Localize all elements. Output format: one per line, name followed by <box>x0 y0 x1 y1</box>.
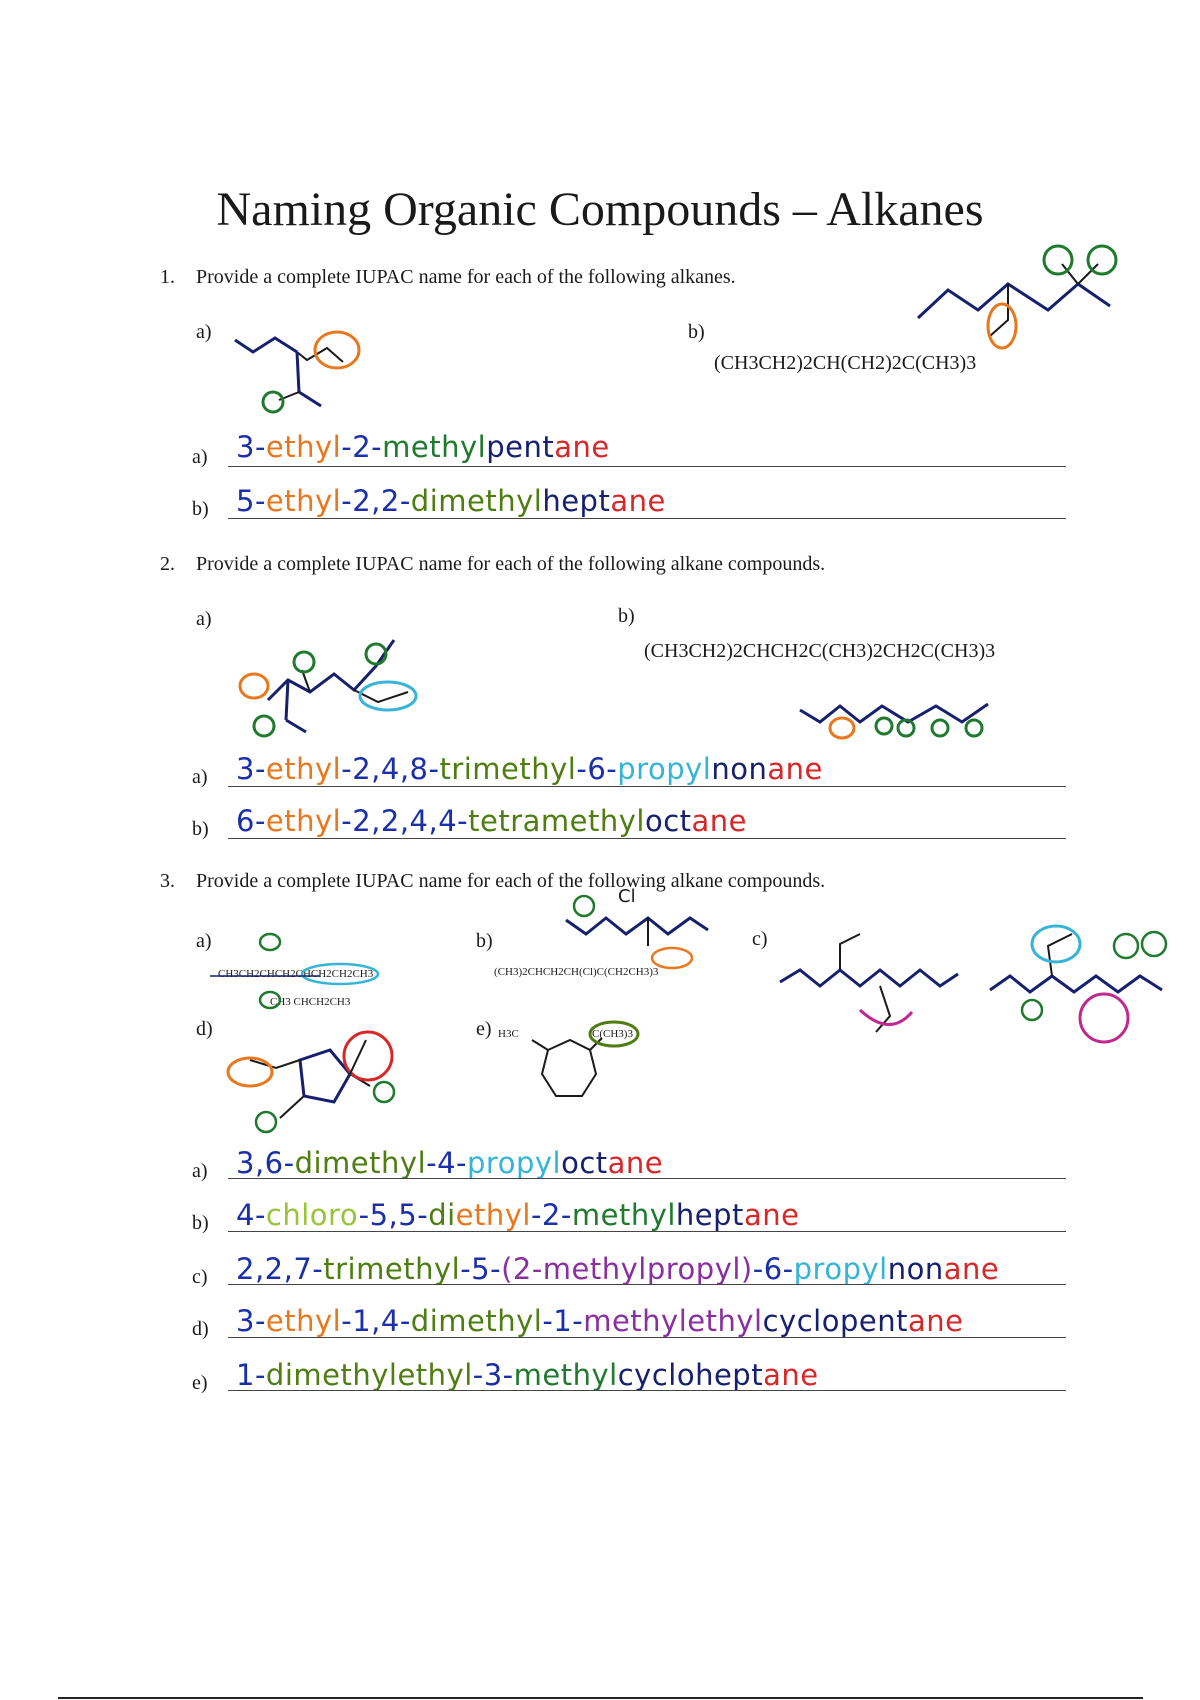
answer-segment: -5,5- <box>358 1198 429 1232</box>
q2-answer-a <box>236 752 823 786</box>
q2-part-a-label: a) <box>196 608 212 630</box>
q2b-formula: (CH3CH2)2CHCH2C(CH3)2CH2C(CH3)3 <box>644 640 996 662</box>
answer-segment: -2,4,8- <box>341 752 440 786</box>
q3d-skeletal-structure <box>220 1020 420 1140</box>
q1-answer-b-label: b) <box>192 498 209 520</box>
answer-segment: chloro <box>265 1198 359 1232</box>
answer-segment: cyclohept <box>617 1358 764 1392</box>
answer-segment: hept <box>542 484 611 518</box>
q2-answer-b-label: b) <box>192 818 209 840</box>
q3-answer-b <box>236 1198 799 1232</box>
answer-segment: ane <box>691 804 748 838</box>
answer-segment: propyl <box>467 1146 562 1180</box>
answer-segment: ethyl <box>265 752 342 786</box>
q3-part-d-label: d) <box>196 1018 213 1040</box>
q3-answer-d <box>236 1304 963 1338</box>
question-3-prompt <box>160 870 825 893</box>
q1-part-b-label: b) <box>688 321 705 343</box>
question-3-text: Provide a complete IUPAC name for each of the following alkane compounds. <box>196 870 826 892</box>
answer-line <box>228 784 1066 787</box>
q1b-formula: (CH3CH2)2CH(CH2)2C(CH3)3 <box>714 352 977 374</box>
q3-part-b-label: b) <box>476 930 493 952</box>
answer-segment: -2,2,4,4- <box>341 804 469 838</box>
answer-segment: 2,2,7- <box>236 1252 324 1286</box>
answer-line <box>228 516 1066 519</box>
q3-answer-b-label: b) <box>192 1212 209 1234</box>
q3-answer-c-label: c) <box>192 1266 208 1288</box>
answer-segment: pent <box>486 430 555 464</box>
q3-answer-e <box>236 1358 819 1392</box>
page-title: Naming Organic Compounds – Alkanes <box>216 183 984 236</box>
answer-segment: non <box>711 752 768 786</box>
answer-segment: trimethyl <box>323 1252 461 1286</box>
answer-segment: ane <box>907 1304 964 1338</box>
q3-answer-a-label: a) <box>192 1160 208 1182</box>
q3c-skeletal-structure <box>780 920 1180 1060</box>
q2-answer-b <box>236 804 747 838</box>
answer-segment: -6- <box>752 1252 794 1286</box>
answer-segment: (2-methylpropyl) <box>501 1252 753 1286</box>
q3e-skeletal-structure <box>510 1020 650 1120</box>
q3-part-e-label: e) <box>476 1018 492 1040</box>
answer-segment: dimethyl <box>294 1146 427 1180</box>
answer-segment: ane <box>763 1358 819 1392</box>
question-2-number: 2. <box>160 553 175 575</box>
answer-segment: tetramethyl <box>468 804 645 838</box>
answer-segment: hept <box>675 1198 744 1232</box>
q3-part-c-label: c) <box>752 928 768 950</box>
answer-segment: -5- <box>460 1252 502 1286</box>
q2-answer-a-label: a) <box>192 766 208 788</box>
answer-segment: ethyl <box>265 484 342 518</box>
q1a-skeletal-structure <box>225 320 375 420</box>
answer-segment: methyl <box>382 430 487 464</box>
answer-segment: ane <box>743 1198 800 1232</box>
answer-segment: ane <box>607 1146 664 1180</box>
answer-segment: di <box>428 1198 456 1232</box>
question-1-number: 1. <box>160 266 175 288</box>
question-3-number: 3. <box>160 870 175 892</box>
answer-segment: ethyl <box>265 804 342 838</box>
answer-segment: ane <box>767 752 823 786</box>
answer-line <box>228 1282 1066 1285</box>
q1-answer-b <box>236 484 666 518</box>
answer-segment: ethyl <box>265 430 342 464</box>
question-1-prompt <box>160 266 736 289</box>
answer-segment: 5- <box>236 484 266 518</box>
answer-segment: oct <box>644 804 692 838</box>
answer-line <box>228 464 1066 467</box>
answer-line <box>228 836 1066 839</box>
q1-answer-a <box>236 430 610 464</box>
answer-segment: ethyl <box>265 1304 342 1338</box>
question-2-text: Provide a complete IUPAC name for each of the following alkane compounds. <box>196 553 826 575</box>
answer-segment: ane <box>943 1252 1000 1286</box>
answer-segment: non <box>887 1252 944 1286</box>
q3a-formula-bottom: CH3 CHCH2CH3 <box>270 996 351 1008</box>
answer-segment: -1,4- <box>341 1304 411 1338</box>
question-2-prompt <box>160 553 825 576</box>
q3b-skeletal-structure <box>556 890 716 970</box>
answer-segment: -6- <box>576 752 618 786</box>
answer-segment: 3- <box>236 1304 266 1338</box>
q2a-skeletal-structure <box>238 610 418 740</box>
answer-line <box>228 1335 1066 1338</box>
answer-segment: oct <box>561 1146 608 1180</box>
answer-segment: trimethyl <box>439 752 577 786</box>
q3-answer-e-label: e) <box>192 1372 208 1394</box>
q3-part-a-label: a) <box>196 930 212 952</box>
q2-part-b-label: b) <box>618 605 635 627</box>
answer-segment: propyl <box>793 1252 888 1286</box>
q2b-skeletal-structure <box>790 682 1000 742</box>
answer-segment: -2- <box>341 430 383 464</box>
answer-segment: 3- <box>236 752 266 786</box>
answer-segment: ane <box>610 484 666 518</box>
answer-segment: methyl <box>513 1358 618 1392</box>
q1-part-a-label: a) <box>196 321 212 343</box>
answer-segment: ethyl <box>455 1198 531 1232</box>
answer-segment: propyl <box>617 752 712 786</box>
q3b-chloro-label: Cl <box>618 886 636 907</box>
answer-segment: -4- <box>426 1146 468 1180</box>
q3a-annotations <box>210 930 390 1010</box>
answer-segment: 4- <box>236 1198 266 1232</box>
answer-segment: -1- <box>542 1304 584 1338</box>
answer-line <box>228 1176 1066 1179</box>
answer-segment: 3,6- <box>236 1146 295 1180</box>
answer-segment: ane <box>554 430 610 464</box>
answer-segment: -2- <box>530 1198 572 1232</box>
q3-answer-c <box>236 1252 999 1286</box>
q1b-skeletal-structure <box>898 240 1138 350</box>
answer-segment: 3- <box>236 430 266 464</box>
q3b-formula: (CH3)2CHCH2CH(Cl)C(CH2CH3)3 <box>494 966 659 978</box>
answer-segment: -2,2- <box>341 484 411 518</box>
q1-answer-a-label: a) <box>192 446 208 468</box>
answer-segment: dimethyl <box>410 1304 543 1338</box>
q3a-formula-top: CH3CH2CHCH2CHCH2CH2CH3 <box>218 968 374 980</box>
answer-segment: 1- <box>236 1358 266 1392</box>
answer-segment: methyl <box>571 1198 676 1232</box>
footer-rule <box>58 1697 1143 1699</box>
answer-segment: 6- <box>236 804 266 838</box>
answer-segment: methylethyl <box>583 1304 763 1338</box>
answer-segment: dimethyl <box>410 484 543 518</box>
answer-line <box>228 1388 1066 1391</box>
q3e-formula-right: C(CH3)3 <box>592 1028 633 1040</box>
q3-answer-a <box>236 1146 663 1180</box>
question-1-text: Provide a complete IUPAC name for each of the following alkanes. <box>196 266 736 288</box>
answer-segment: dimethylethyl <box>265 1358 473 1392</box>
answer-segment: -3- <box>472 1358 514 1392</box>
answer-segment: cyclopent <box>762 1304 908 1338</box>
q3e-formula-left: H3C <box>498 1028 519 1040</box>
answer-line <box>228 1229 1066 1232</box>
q3-answer-d-label: d) <box>192 1318 209 1340</box>
